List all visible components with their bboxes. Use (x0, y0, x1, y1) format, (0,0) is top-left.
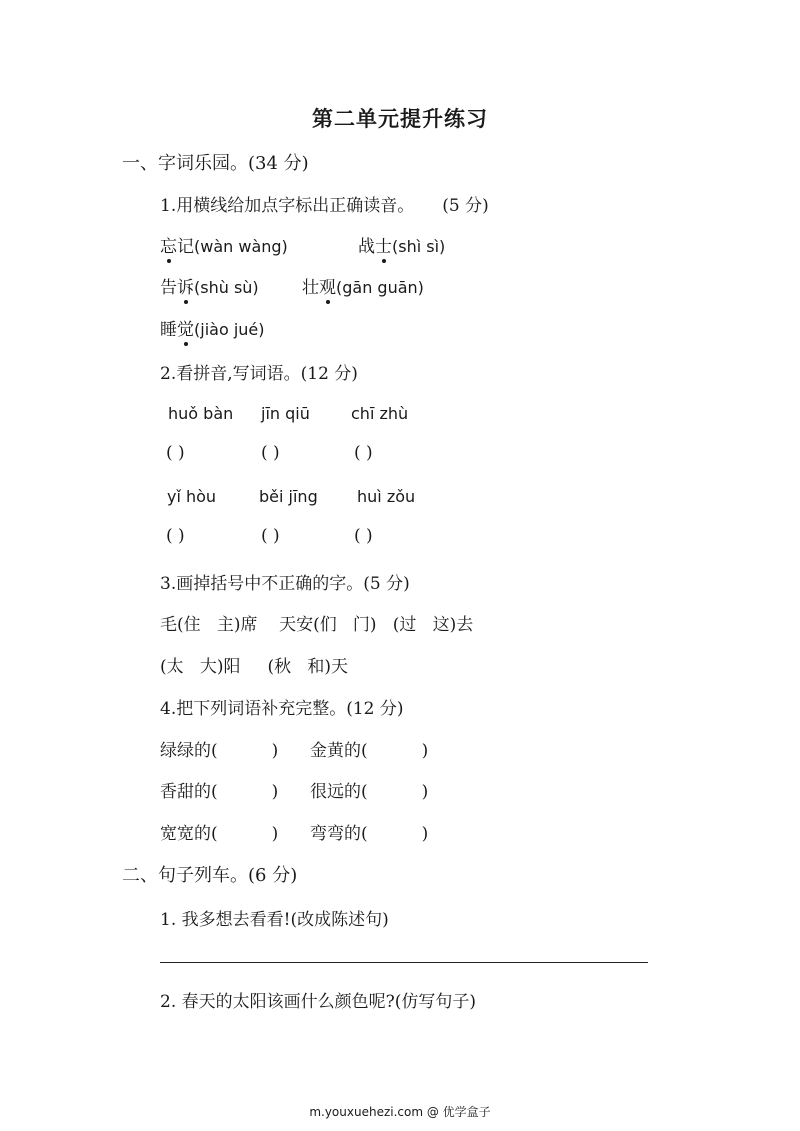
q1-item-2-dotted: 士 (375, 232, 392, 257)
q1-item-3 (160, 273, 259, 298)
s2-q1: 1. 我多想去看看!(改成陈述句) (160, 910, 389, 930)
q1-item-3-pre: 告 (160, 278, 177, 298)
q4-item-3[interactable]: 香甜的( ) (160, 782, 279, 802)
q1-label (160, 191, 489, 216)
footer-watermark: m.youxuehezi.com @ 优学盒子 (309, 1105, 491, 1119)
q4-item-6[interactable]: 弯弯的( ) (310, 824, 429, 844)
q2-pinyin-1: huǒ bàn (168, 404, 234, 423)
section-1-heading: 一、字词乐园。(34 分) (122, 153, 309, 174)
section-2-heading: 二、句子列车。(6 分) (122, 865, 298, 886)
q1-item-3-choices: (shù sù) (194, 278, 259, 297)
q1-item-2-choices: (shì sì) (392, 237, 446, 256)
q1-item-1 (160, 232, 288, 257)
q3-line-1: 毛(住 主)席 天安(们 门) (过 这)去 (160, 615, 474, 635)
q1-item-5-pre: 睡 (160, 320, 177, 340)
q1-item-5 (160, 315, 264, 340)
q2-pinyin-5: běi jīng (259, 487, 318, 506)
answer-line[interactable] (160, 962, 648, 963)
q1-item-2 (358, 232, 445, 257)
q2-blank-3[interactable]: ( ) (354, 443, 373, 463)
q1-item-4-pre: 壮 (302, 278, 319, 298)
q4-item-2[interactable]: 金黄的( ) (310, 741, 429, 761)
q2-pinyin-6: huì zǒu (357, 487, 416, 506)
q1-item-4-choices: (gān guān) (336, 278, 424, 297)
q2-blank-1[interactable]: ( ) (166, 443, 185, 463)
q1-item-1-choices: (wàn wàng) (194, 237, 288, 256)
q1-item-5-dotted: 觉 (177, 315, 194, 340)
q2-blank-2[interactable]: ( ) (261, 443, 280, 463)
q1-item-2-pre: 战 (358, 237, 375, 257)
q1-item-1-post: 记 (177, 237, 194, 257)
page-title: 第二单元提升练习 (312, 106, 488, 131)
q2-blank-5[interactable]: ( ) (261, 526, 280, 546)
q1-item-5-choices: (jiào jué) (194, 320, 265, 339)
q4-label: 4.把下列词语补充完整。(12 分) (160, 699, 404, 719)
q1-label-text: 1.用横线给加点字标出正确读音。 (160, 196, 415, 216)
q4-item-5[interactable]: 宽宽的( ) (160, 824, 279, 844)
q2-blank-4[interactable]: ( ) (166, 526, 185, 546)
q2-pinyin-4: yǐ hòu (167, 487, 217, 506)
q2-blank-6[interactable]: ( ) (354, 526, 373, 546)
q2-label: 2.看拼音,写词语。(12 分) (160, 364, 358, 384)
q2-pinyin-2: jīn qiū (261, 404, 310, 423)
q3-label: 3.画掉括号中不正确的字。(5 分) (160, 574, 410, 594)
q4-item-1[interactable]: 绿绿的( ) (160, 741, 279, 761)
q3-line-2: (太 大)阳 (秋 和)天 (160, 657, 348, 677)
q1-item-4-dotted: 观 (319, 273, 336, 298)
q2-pinyin-3: chī zhù (351, 404, 409, 423)
q4-item-4[interactable]: 很远的( ) (310, 782, 429, 802)
q1-points: (5 分) (442, 196, 489, 216)
s2-q2: 2. 春天的太阳该画什么颜色呢?(仿写句子) (160, 992, 477, 1012)
q1-item-1-dotted: 忘 (160, 232, 177, 257)
q1-item-3-dotted: 诉 (177, 273, 194, 298)
q1-item-4 (302, 273, 424, 298)
